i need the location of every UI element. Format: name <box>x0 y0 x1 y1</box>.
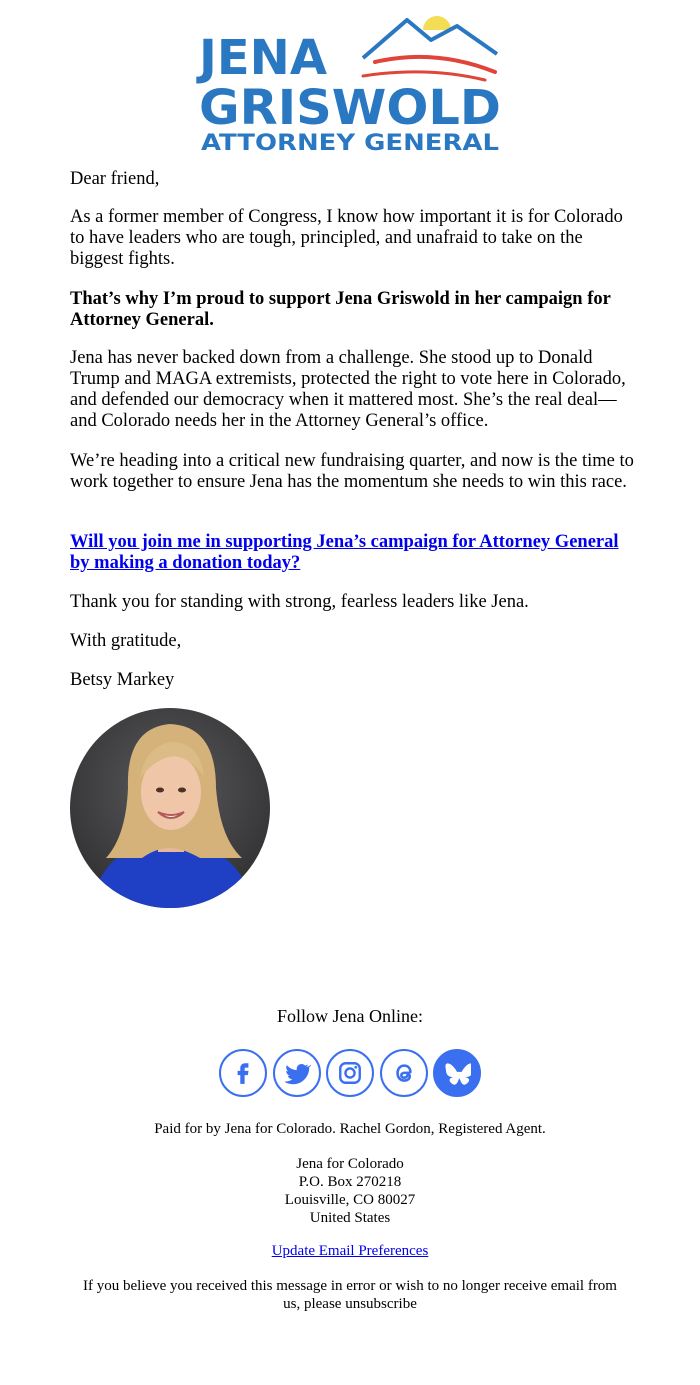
instagram-icon <box>337 1060 363 1086</box>
mailing-address <box>0 1155 700 1227</box>
letter-paragraph-bold: That’s why I’m proud to support Jena Griswold in her campaign for Attorney General. <box>70 289 611 330</box>
donation-cta <box>70 532 635 574</box>
signer-portrait <box>70 708 270 908</box>
twitter-link[interactable] <box>273 1049 321 1097</box>
greeting: Dear friend, <box>70 169 160 189</box>
signature: Betsy Markey <box>70 670 175 690</box>
bluesky-icon <box>443 1059 471 1087</box>
address-line-3: Louisville, CO 80027 <box>284 1192 416 1208</box>
thanks-line: Thank you for standing with strong, fearless leaders like Jena. <box>70 592 529 612</box>
campaign-logo <box>195 14 505 156</box>
twitter-icon <box>283 1059 311 1087</box>
logo-line2: GRISWOLD <box>199 80 501 136</box>
logo-line1: JENA <box>199 30 327 86</box>
address-line-2: P.O. Box 270218 <box>298 1174 402 1190</box>
logo-line3: ATTORNEY GENERAL <box>201 131 499 156</box>
threads-link[interactable] <box>380 1049 428 1097</box>
facebook-icon <box>230 1060 256 1086</box>
follow-label: Follow Jena Online: <box>277 1006 423 1026</box>
paid-for-disclaimer: Paid for by Jena for Colorado. Rachel Gordon, Registered Agent. <box>154 1121 546 1137</box>
social-links <box>219 1049 481 1099</box>
letter-paragraph-1: As a former member of Congress, I know how important it is for Colorado to have leaders who are tough, principled, and unafraid to take on the biggest fights. <box>70 207 623 269</box>
threads-icon <box>390 1059 418 1087</box>
update-preferences-link[interactable]: Update Email Preferences <box>271 1243 429 1259</box>
facebook-link[interactable] <box>219 1049 267 1097</box>
address-line-1: Jena for Colorado <box>296 1156 404 1172</box>
letter-paragraph-3: Jena has never backed down from a challenge. She stood up to Donald Trump and MAGA extremists, protected the right to vote here in Colorado, and defended our democracy when it mattered most. She’s the real deal—and Colorado needs her in the Attorney General’s office. <box>70 348 626 431</box>
bluesky-link[interactable] <box>433 1049 481 1097</box>
instagram-link[interactable] <box>326 1049 374 1097</box>
letter-paragraph-4: We’re heading into a critical new fundraising quarter, and now is the time to work together to ensure Jena has the momentum she needs to win this race. <box>70 451 634 492</box>
address-line-4: United States <box>309 1210 391 1226</box>
preferences-row <box>0 1243 700 1260</box>
unsubscribe-text[interactable]: If you believe you received this message in error or wish to no longer receive email from us, please unsubscribe <box>83 1278 617 1312</box>
closing: With gratitude, <box>70 631 182 651</box>
logo-sun-icon <box>423 16 451 30</box>
donation-link[interactable]: Will you join me in supporting Jena’s campaign for Attorney General by making a donation today? <box>70 532 619 573</box>
